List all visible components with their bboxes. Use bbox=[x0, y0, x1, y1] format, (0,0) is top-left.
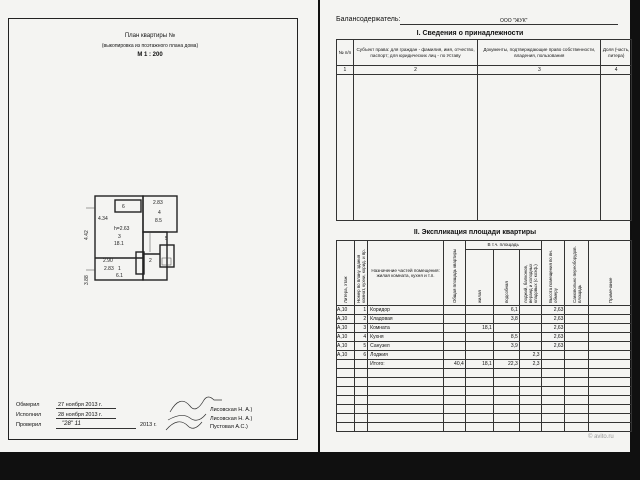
exp-cell-total bbox=[443, 396, 465, 405]
dim-label-3: 4.42 bbox=[84, 230, 90, 240]
exp-cell-living bbox=[465, 342, 493, 351]
table-row bbox=[337, 315, 632, 324]
room1-label: 1 bbox=[118, 266, 121, 272]
signature-name-3: Пустовая А.С.) bbox=[210, 424, 248, 430]
exp-cell-aux bbox=[493, 351, 519, 360]
room3-label: 3 bbox=[118, 234, 121, 240]
table-row bbox=[337, 342, 632, 351]
dim-label-2: 2.83 bbox=[153, 200, 163, 206]
exp-cell-name bbox=[368, 369, 444, 378]
ownership-header-docs: Документы, подтверждающие право собственности, владения, пользования bbox=[478, 40, 601, 66]
exp-header-self: Самовольно переоборудов. площадь bbox=[565, 241, 589, 306]
exp-header-living: жилая bbox=[465, 250, 493, 306]
exp-cell-aux bbox=[493, 396, 519, 405]
signature-label-2: Исполнил bbox=[16, 412, 42, 418]
exp-cell-name: Коридор bbox=[368, 306, 444, 315]
exp-cell-height bbox=[541, 423, 565, 432]
exp-cell-note bbox=[589, 351, 632, 360]
table-row bbox=[337, 423, 632, 432]
signature-name-2: Лисовская Н. А.) bbox=[210, 416, 253, 422]
room2-label: 2 bbox=[149, 258, 152, 264]
exp-cell-height: 2,63 bbox=[541, 315, 565, 324]
exp-cell-note bbox=[589, 378, 632, 387]
exp-cell-litera: А,10 bbox=[337, 342, 355, 351]
exp-cell-living bbox=[465, 369, 493, 378]
ownership-table bbox=[336, 39, 632, 221]
exp-cell-name: Итого: bbox=[368, 360, 444, 369]
exp-cell-self bbox=[565, 324, 589, 333]
exp-cell-self bbox=[565, 369, 589, 378]
exp-cell-living bbox=[465, 306, 493, 315]
exp-cell-no bbox=[354, 369, 368, 378]
exp-cell-self bbox=[565, 351, 589, 360]
exp-cell-litera: А,10 bbox=[337, 315, 355, 324]
exp-cell-total bbox=[443, 306, 465, 315]
exp-cell-no: 3 bbox=[354, 324, 368, 333]
exp-cell-living bbox=[465, 396, 493, 405]
room5-label: 5 bbox=[165, 236, 168, 242]
room1-area: 6.1 bbox=[116, 273, 123, 279]
exp-cell-loggia bbox=[519, 405, 541, 414]
table-row bbox=[337, 387, 632, 396]
exp-cell-self bbox=[565, 378, 589, 387]
exp-cell-note bbox=[589, 396, 632, 405]
ceiling-height: h=2.63 bbox=[114, 226, 130, 232]
exp-cell-self bbox=[565, 414, 589, 423]
exp-cell-self bbox=[565, 360, 589, 369]
exp-cell-aux: 22,3 bbox=[493, 360, 519, 369]
exp-cell-aux bbox=[493, 405, 519, 414]
exp-cell-name bbox=[368, 378, 444, 387]
exp-cell-aux bbox=[493, 414, 519, 423]
exp-cell-loggia bbox=[519, 387, 541, 396]
exp-cell-no bbox=[354, 396, 368, 405]
exp-cell-total bbox=[443, 423, 465, 432]
exp-cell-note bbox=[589, 423, 632, 432]
ownership-empty-cell bbox=[478, 75, 601, 221]
exp-cell-self bbox=[565, 306, 589, 315]
exp-cell-loggia bbox=[519, 396, 541, 405]
room4-area: 8.5 bbox=[155, 218, 162, 224]
exp-cell-loggia bbox=[519, 333, 541, 342]
floor-plan-page bbox=[0, 0, 318, 452]
exp-cell-litera bbox=[337, 387, 355, 396]
ownership-header-num: № п/п bbox=[337, 40, 354, 66]
exp-cell-height: 2,63 bbox=[541, 333, 565, 342]
exp-cell-litera: А,10 bbox=[337, 351, 355, 360]
exp-cell-height bbox=[541, 396, 565, 405]
exp-cell-no bbox=[354, 360, 368, 369]
exp-cell-note bbox=[589, 387, 632, 396]
ownership-header-subject: Субъект права: для граждан - фамилия, имя, отчество, паспорт; для юридических лиц - по Уставу bbox=[353, 40, 478, 66]
exp-cell-total bbox=[443, 387, 465, 396]
table-row bbox=[337, 324, 632, 333]
exp-cell-total bbox=[443, 369, 465, 378]
exp-cell-name bbox=[368, 423, 444, 432]
exp-cell-loggia: 2,3 bbox=[519, 351, 541, 360]
exp-cell-height bbox=[541, 351, 565, 360]
exp-cell-note bbox=[589, 342, 632, 351]
exp-cell-total: 40,4 bbox=[443, 360, 465, 369]
exp-cell-loggia bbox=[519, 369, 541, 378]
balance-holder-label: Балансодержатель: bbox=[336, 16, 401, 23]
exp-header-purpose: Назначение частей помещения: жилая комната, кухня и т.п. bbox=[368, 241, 444, 306]
exp-cell-self bbox=[565, 387, 589, 396]
signature-line-2 bbox=[56, 418, 116, 419]
exp-cell-litera: А,10 bbox=[337, 306, 355, 315]
exp-cell-name: Кладовая bbox=[368, 315, 444, 324]
exp-cell-aux bbox=[493, 378, 519, 387]
exp-cell-name: Кухня bbox=[368, 333, 444, 342]
exp-header-total: Общая площадь квартиры bbox=[443, 241, 465, 306]
ownership-empty-cell bbox=[353, 75, 478, 221]
dim-label-1: 4.34 bbox=[98, 216, 108, 222]
plan-subtitle: (выкопировка из поэтажного плана дома) bbox=[101, 43, 199, 49]
exp-cell-self bbox=[565, 423, 589, 432]
exp-cell-litera bbox=[337, 405, 355, 414]
exp-cell-total bbox=[443, 333, 465, 342]
exp-cell-loggia bbox=[519, 414, 541, 423]
section1-title: I. Сведения о принадлежности bbox=[416, 30, 524, 37]
exp-cell-name bbox=[368, 396, 444, 405]
signature-year-3: 2013 г. bbox=[140, 422, 157, 428]
exp-cell-litera bbox=[337, 414, 355, 423]
passport-page bbox=[320, 0, 630, 452]
exp-cell-note bbox=[589, 306, 632, 315]
exp-cell-litera bbox=[337, 369, 355, 378]
signature-line-1 bbox=[56, 408, 116, 409]
exp-cell-aux bbox=[493, 369, 519, 378]
table-row bbox=[337, 405, 632, 414]
dim-label-4: 2.90 bbox=[103, 258, 113, 264]
ownership-col-num-1: 1 bbox=[337, 66, 354, 75]
exp-cell-loggia bbox=[519, 342, 541, 351]
exp-cell-litera: А,10 bbox=[337, 324, 355, 333]
table-row bbox=[337, 351, 632, 360]
exp-cell-aux bbox=[493, 387, 519, 396]
exp-cell-living bbox=[465, 405, 493, 414]
exp-cell-loggia bbox=[519, 378, 541, 387]
exp-cell-no bbox=[354, 378, 368, 387]
watermark: © avito.ru bbox=[588, 434, 614, 440]
signature-label-1: Обмерил bbox=[16, 402, 40, 408]
exp-cell-height: 2,63 bbox=[541, 342, 565, 351]
table-row bbox=[337, 378, 632, 387]
exp-cell-litera bbox=[337, 396, 355, 405]
exp-cell-height bbox=[541, 405, 565, 414]
signature-label-3: Проверил bbox=[16, 422, 42, 428]
exp-cell-height bbox=[541, 360, 565, 369]
signature-date-1: 27 ноября 2013 г. bbox=[58, 402, 102, 408]
exp-cell-aux bbox=[493, 423, 519, 432]
exp-cell-living bbox=[465, 387, 493, 396]
table-row bbox=[337, 396, 632, 405]
exp-cell-living bbox=[465, 351, 493, 360]
exp-cell-living: 18,1 bbox=[465, 324, 493, 333]
dim-label-5: 2.83 bbox=[104, 266, 114, 272]
exp-cell-loggia bbox=[519, 423, 541, 432]
exp-cell-aux: 8,5 bbox=[493, 333, 519, 342]
exp-cell-aux bbox=[493, 324, 519, 333]
section2-title: II. Экспликация площади квартиры bbox=[413, 229, 537, 236]
ownership-empty-cell bbox=[337, 75, 354, 221]
exp-cell-total bbox=[443, 315, 465, 324]
room4-label: 4 bbox=[158, 210, 161, 216]
exp-cell-height: 2,63 bbox=[541, 306, 565, 315]
exp-cell-height bbox=[541, 378, 565, 387]
exp-cell-litera: А,10 bbox=[337, 333, 355, 342]
dim-label-6: 3.88 bbox=[84, 275, 90, 285]
exp-cell-note bbox=[589, 414, 632, 423]
exp-cell-note bbox=[589, 324, 632, 333]
exp-cell-note bbox=[589, 369, 632, 378]
exp-cell-living bbox=[465, 423, 493, 432]
exp-cell-loggia: 2,3 bbox=[519, 360, 541, 369]
exp-cell-total bbox=[443, 414, 465, 423]
exp-cell-no bbox=[354, 387, 368, 396]
exp-cell-self bbox=[565, 315, 589, 324]
table-row bbox=[337, 369, 632, 378]
exp-cell-self bbox=[565, 333, 589, 342]
exp-cell-no: 5 bbox=[354, 342, 368, 351]
exp-cell-total bbox=[443, 378, 465, 387]
exp-cell-living bbox=[465, 414, 493, 423]
ownership-col-num-2: 2 bbox=[353, 66, 478, 75]
exp-cell-no bbox=[354, 405, 368, 414]
exp-cell-living: 18,1 bbox=[465, 360, 493, 369]
exp-cell-aux: 3,9 bbox=[493, 342, 519, 351]
exp-cell-note bbox=[589, 405, 632, 414]
exp-cell-height: 2,63 bbox=[541, 324, 565, 333]
exp-cell-aux: 3,8 bbox=[493, 315, 519, 324]
exp-cell-name: Лоджия bbox=[368, 351, 444, 360]
exp-cell-litera bbox=[337, 378, 355, 387]
exp-cell-self bbox=[565, 405, 589, 414]
ownership-header-share: Доля (часть, литера) bbox=[601, 40, 632, 66]
signature-line-3 bbox=[56, 428, 136, 429]
exp-cell-note bbox=[589, 360, 632, 369]
signature-name-1: Лисовская Н. А.) bbox=[210, 407, 253, 413]
exp-header-loggia: лоджий, балконов, веранд и холодных кладовых (с коэф.) bbox=[519, 250, 541, 306]
signature-date-3: "28" 11 bbox=[62, 421, 81, 427]
exp-cell-loggia bbox=[519, 324, 541, 333]
exp-cell-no: 6 bbox=[354, 351, 368, 360]
exp-header-height: Высота помещения по вн. обмеру bbox=[541, 241, 565, 306]
exp-cell-no: 2 bbox=[354, 315, 368, 324]
exp-cell-self bbox=[565, 396, 589, 405]
exp-cell-total bbox=[443, 342, 465, 351]
exp-cell-litera bbox=[337, 423, 355, 432]
table-row bbox=[337, 333, 632, 342]
exp-cell-living bbox=[465, 315, 493, 324]
exp-cell-total bbox=[443, 351, 465, 360]
exp-cell-aux: 6,1 bbox=[493, 306, 519, 315]
exp-header-group: В т.ч. площадь bbox=[465, 241, 541, 250]
plan-title: План квартиры № bbox=[124, 33, 176, 39]
room3-area: 18.1 bbox=[114, 241, 124, 247]
exp-cell-loggia bbox=[519, 306, 541, 315]
exp-cell-litera bbox=[337, 360, 355, 369]
exp-cell-living bbox=[465, 378, 493, 387]
table-row bbox=[337, 306, 632, 315]
exp-cell-total bbox=[443, 405, 465, 414]
exp-cell-height bbox=[541, 369, 565, 378]
ownership-empty-cell bbox=[601, 75, 632, 221]
exp-cell-self bbox=[565, 342, 589, 351]
balance-holder-value: ООО "ЖУК" bbox=[500, 18, 528, 24]
explication-table bbox=[336, 240, 632, 432]
exp-cell-name bbox=[368, 387, 444, 396]
exp-cell-loggia bbox=[519, 315, 541, 324]
exp-header-aux: подсобная bbox=[493, 250, 519, 306]
exp-cell-total bbox=[443, 324, 465, 333]
exp-cell-living bbox=[465, 333, 493, 342]
exp-cell-no: 1 bbox=[354, 306, 368, 315]
exp-cell-no bbox=[354, 423, 368, 432]
table-row bbox=[337, 360, 632, 369]
exp-cell-note bbox=[589, 315, 632, 324]
exp-cell-name: Санузел bbox=[368, 342, 444, 351]
floor-plan-drawing bbox=[0, 0, 318, 452]
exp-cell-height bbox=[541, 387, 565, 396]
exp-cell-name bbox=[368, 405, 444, 414]
exp-cell-name bbox=[368, 414, 444, 423]
ownership-col-num-3: 3 bbox=[478, 66, 601, 75]
room6-label: 6 bbox=[122, 204, 125, 210]
signature-date-2: 28 ноября 2013 г. bbox=[58, 412, 102, 418]
exp-cell-note bbox=[589, 333, 632, 342]
exp-cell-height bbox=[541, 414, 565, 423]
exp-header-room-no: Номер по плану здания комнат, кухни, корид. и пр. bbox=[354, 241, 368, 306]
exp-cell-name: Комната bbox=[368, 324, 444, 333]
ownership-col-num-4: 4 bbox=[601, 66, 632, 75]
table-row bbox=[337, 414, 632, 423]
exp-cell-no bbox=[354, 414, 368, 423]
exp-header-note: Примечание bbox=[589, 241, 632, 306]
exp-cell-no: 4 bbox=[354, 333, 368, 342]
plan-scale: М 1 : 200 bbox=[137, 52, 163, 58]
balance-holder-line bbox=[400, 24, 618, 25]
exp-header-litera: Литера, этаж bbox=[337, 241, 355, 306]
